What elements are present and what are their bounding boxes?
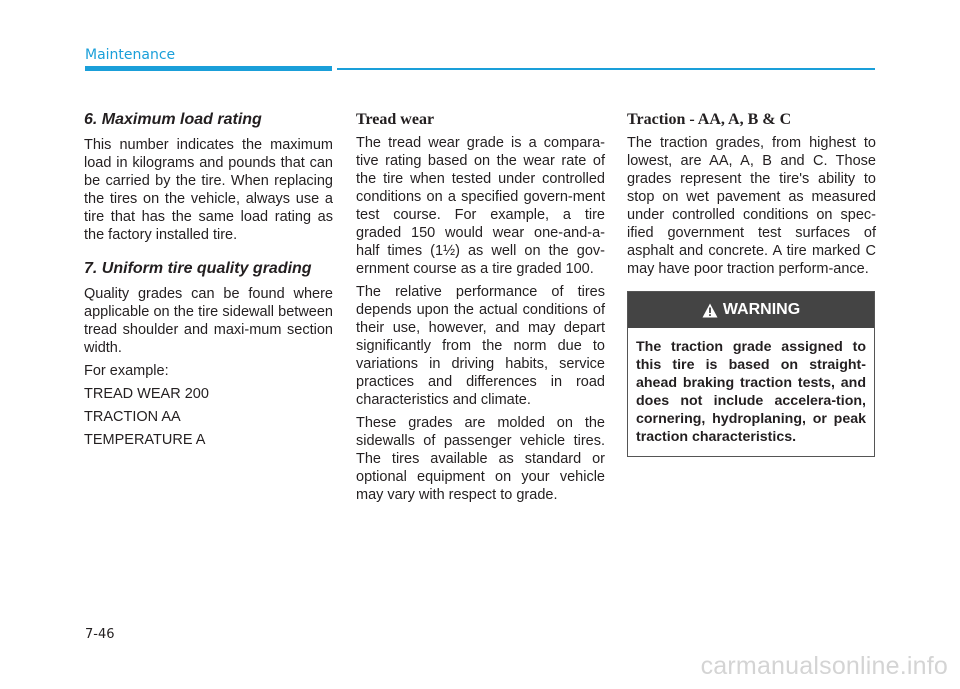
- paragraph: The traction grades, from highest to lowest, are AA, A, B and C. Those grades represent the tire's ability to stop on wet pavement as measured under controlled conditions on spec-ified government test surfaces of asphalt and concrete. A tire marked C may have poor traction perform-ance.: [627, 135, 876, 277]
- section-title: Maintenance: [85, 47, 176, 63]
- header-rule-thick: [85, 66, 332, 71]
- heading-traction: Traction - AA, A, B & C: [627, 111, 792, 128]
- paragraph: These grades are molded on the sidewalls of passenger vehicle tires. The tires available as standard or optional equipment on your vehicle may vary with respect to grade.: [356, 415, 605, 503]
- column-3: [627, 110, 876, 457]
- paragraph: The tread wear grade is a compara-tive rating based on the wear rate of the tire when tested under controlled conditions on a specified govern-ment test course. For example, a tire graded 150 would wear one-and-a-half times (1½) as well on the gov-ernment course as a tire graded 100.: [356, 135, 605, 277]
- warning-header: [628, 292, 874, 328]
- column-2: [356, 110, 605, 509]
- heading-tread-wear: Tread wear: [356, 111, 435, 128]
- paragraph: The relative performance of tires depends upon the actual conditions of their use, however, and may depart significantly from the norm due to variations in driving habits, service practices and differences in road characteristics and climate.: [356, 284, 605, 408]
- warning-text: The traction grade assigned to this tire is based on straight-ahead braking traction tests, and does not include accelera-tion, cornering, hydroplaning, or peak traction characteristics.: [636, 339, 866, 445]
- column-1: [84, 110, 333, 454]
- paragraph: For example:: [84, 363, 169, 379]
- grade-line: TEMPERATURE A: [84, 432, 206, 448]
- page-number: 7-46: [85, 627, 115, 642]
- header-rule-thin: [337, 68, 875, 70]
- warning-triangle-icon: [702, 303, 718, 318]
- warning-label: WARNING: [722, 301, 801, 318]
- grade-line: TREAD WEAR 200: [84, 386, 209, 402]
- watermark-url: carmanualsonline.info: [700, 652, 948, 680]
- heading-utqg: 7. Uniform tire quality grading: [84, 260, 312, 277]
- paragraph: Quality grades can be found where applicable on the tire sidewall between tread shoulder and maxi-mum section width.: [84, 286, 333, 356]
- heading-max-load: 6. Maximum load rating: [84, 111, 262, 128]
- grade-line: TRACTION AA: [84, 409, 181, 425]
- warning-box: [627, 291, 875, 457]
- paragraph: This number indicates the maximum load in kilograms and pounds that can be carried by the tire. When replacing the tires on the vehicle, always use a tire that has the same load rating as the factory installed tire.: [84, 137, 333, 243]
